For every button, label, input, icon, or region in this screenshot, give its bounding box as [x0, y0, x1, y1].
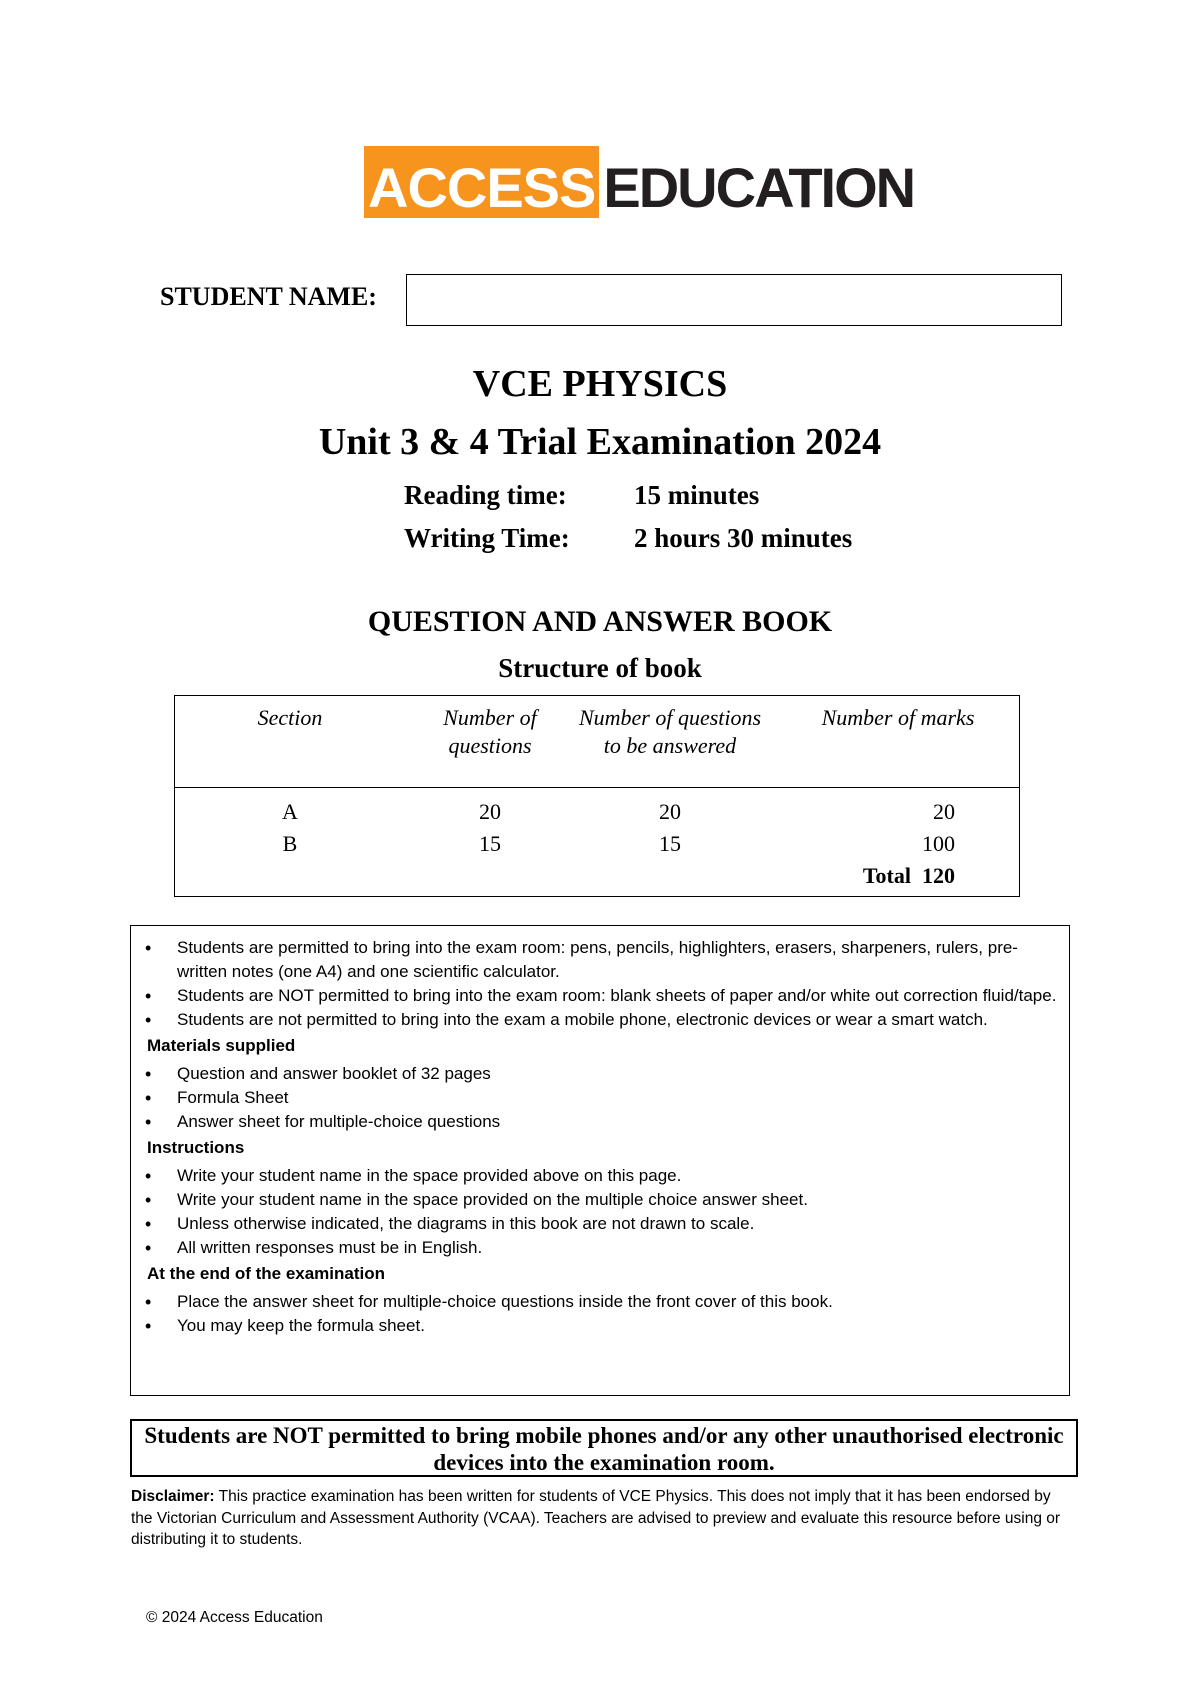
reading-time-label: Reading time:: [404, 480, 567, 510]
list-item: • Students are NOT permitted to bring into the exam room: blank sheets of paper and/or white out correction fluid/tape.: [131, 984, 1069, 1008]
structure-table: [174, 695, 1020, 897]
cell-section: A: [282, 799, 298, 824]
access-education-logo: [364, 146, 914, 218]
cell-marks: 100: [922, 831, 955, 856]
list-item: • Write your student name in the space provided above on this page.: [131, 1164, 1069, 1188]
disclaimer: [131, 1486, 1067, 1551]
cell-questions: 20: [479, 799, 501, 824]
instructions-list: [131, 1164, 1069, 1260]
total-value: 120: [922, 863, 955, 888]
cell-questions: 15: [479, 831, 501, 856]
cell-answered: 15: [659, 831, 681, 856]
list-item: • Formula Sheet: [131, 1086, 1069, 1110]
materials-list: [131, 1062, 1069, 1134]
disclaimer-lead: Disclaimer:: [131, 1488, 215, 1505]
table-row: [175, 796, 1019, 828]
materials-heading: Materials supplied: [147, 1036, 296, 1055]
logo-access-text: ACCESS: [364, 146, 599, 218]
total-label: Total: [862, 863, 911, 888]
book-title: QUESTION AND ANSWER BOOK: [367, 605, 833, 638]
disclaimer-text: This practice examination has been written for students of VCE Physics. This does not imply that it has been endorsed by the Victorian Curriculum and Assessment Authority (VCAA). Teachers are advised to preview and evaluate this resource before using or distributing it to students.: [131, 1488, 1061, 1548]
cell-section: B: [282, 831, 298, 856]
cell-marks: 20: [933, 799, 955, 824]
exam-title: Unit 3 & 4 Trial Examination 2024: [318, 421, 882, 463]
list-item: • Question and answer booklet of 32 pages: [131, 1062, 1069, 1086]
writing-time-row: [404, 523, 852, 554]
logo-education-text: EDUCATION: [603, 156, 915, 219]
structure-table-header: [175, 696, 1019, 788]
list-item: • Place the answer sheet for multiple-choice questions inside the front cover of this book.: [131, 1290, 1069, 1314]
end-of-exam-list: [131, 1290, 1069, 1338]
cell-answered: 20: [659, 799, 681, 824]
permissions-list: [131, 926, 1069, 1032]
table-row: [175, 828, 1019, 860]
list-item: • Students are permitted to bring into the exam room: pens, pencils, highlighters, erasers, sharpeners, rulers, pre-written notes (one A4) and one scientific calculator.: [131, 936, 1069, 984]
reading-time-row: [404, 480, 759, 511]
warning-box: Students are NOT permitted to bring mobile phones and/or any other unauthorised electronic devices into the examination room.: [130, 1419, 1078, 1477]
header-questions-to-be-answered: Number of questions to be answered: [578, 705, 762, 758]
subject-title: VCE PHYSICS: [472, 363, 728, 405]
writing-time-label: Writing Time:: [404, 523, 570, 553]
list-item: • Write your student name in the space provided on the multiple choice answer sheet.: [131, 1188, 1069, 1212]
header-number-of-marks: Number of marks: [821, 705, 975, 730]
student-name-input[interactable]: [406, 274, 1062, 326]
instructions-box: [130, 925, 1070, 1396]
list-item: • Students are not permitted to bring into the exam a mobile phone, electronic devices or wear a smart watch.: [131, 1008, 1069, 1032]
list-item: • All written responses must be in English.: [131, 1236, 1069, 1260]
list-item: • Answer sheet for multiple-choice questions: [131, 1110, 1069, 1134]
header-section: Section: [257, 705, 323, 730]
table-total-row: [175, 860, 1019, 892]
writing-time-value: 2 hours 30 minutes: [634, 523, 853, 553]
header-number-of-questions: Number of questions: [443, 705, 537, 758]
reading-time-value: 15 minutes: [634, 480, 760, 510]
instructions-heading: Instructions: [147, 1138, 245, 1157]
total-marks: [755, 860, 955, 892]
end-of-exam-heading: At the end of the examination: [147, 1264, 386, 1283]
structure-title: Structure of book: [498, 653, 702, 683]
student-name-label: STUDENT NAME:: [160, 282, 377, 311]
copyright: © 2024 Access Education: [146, 1609, 323, 1626]
list-item: • You may keep the formula sheet.: [131, 1314, 1069, 1338]
list-item: • Unless otherwise indicated, the diagrams in this book are not drawn to scale.: [131, 1212, 1069, 1236]
